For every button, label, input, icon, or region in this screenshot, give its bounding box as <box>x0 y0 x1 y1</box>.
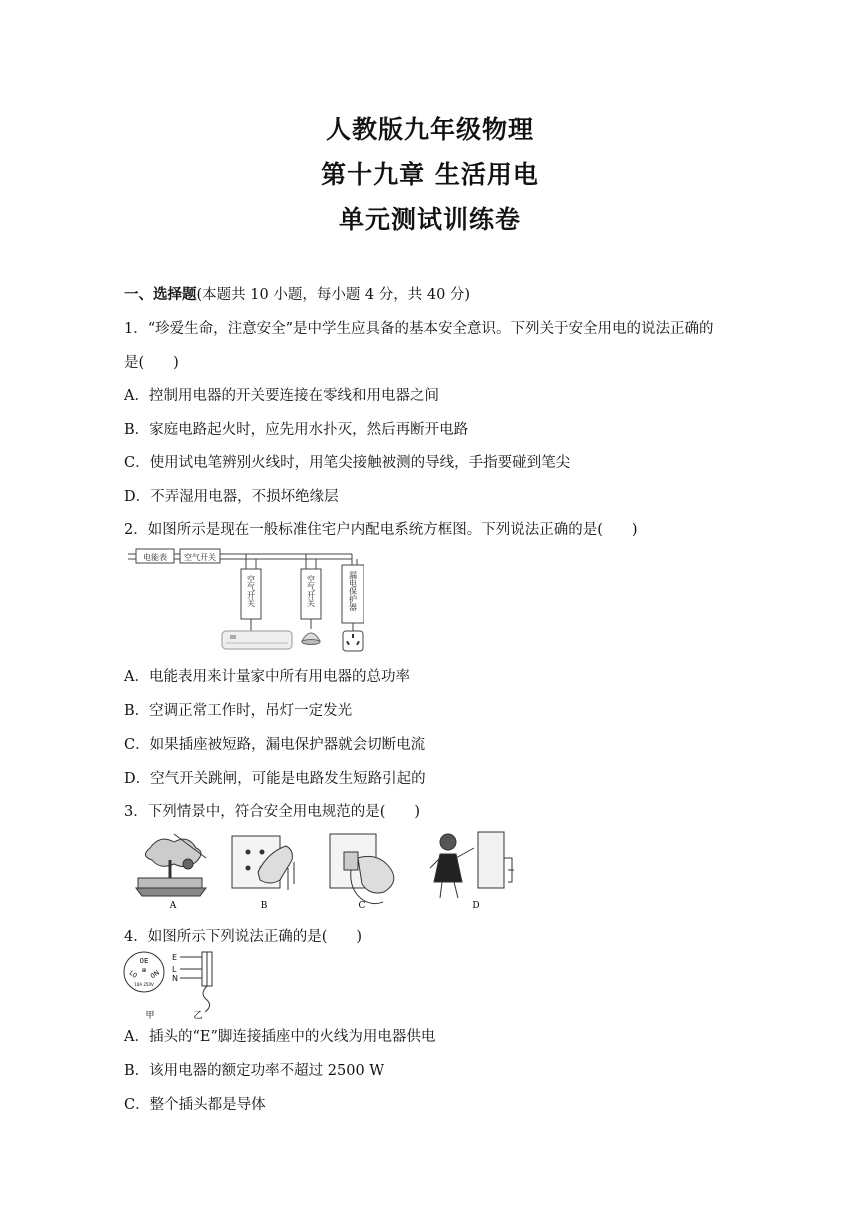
q2-option-d: D．空气开关跳闸，可能是电路发生短路引起的 <box>124 771 426 787</box>
scene-c-plug-pull-icon <box>330 834 394 904</box>
plug-pin-l: L <box>172 965 177 974</box>
q3-stem: 3．下列情景中，符合安全用电规范的是( ) <box>124 804 421 820</box>
q4-option-b: B．该用电器的额定功率不超过 2500 W <box>124 1063 385 1079</box>
q1-stem-line2: 是( ) <box>124 355 179 371</box>
q2-option-a: A．电能表用来计量家中所有用电器的总功率 <box>124 669 410 685</box>
socket-e-label: 0E <box>139 957 149 965</box>
scene-a-tree-icon <box>136 834 206 896</box>
section-heading <box>124 283 470 304</box>
q4-option-c: C．整个插头都是导体 <box>124 1097 266 1113</box>
q1-option-b: B．家庭电路起火时，应先用水扑灭，然后再断开电路 <box>124 422 469 438</box>
figure-yi-label: 乙 <box>193 1011 203 1020</box>
q2-distribution-diagram <box>124 545 364 655</box>
scene-d-child-icon <box>430 832 514 898</box>
q1-option-a: A．控制用电器的开关要连接在零线和用电器之间 <box>124 388 439 404</box>
socket-rating: 10A 250V <box>134 982 154 987</box>
q1-option-c: C．使用试电笔辨别火线时，用笔尖接触被测的导线，手指要碰到笔尖 <box>124 455 571 471</box>
socket-n-label: 0N <box>148 968 161 981</box>
air-conditioner-icon <box>222 631 292 649</box>
three-pin-socket-icon <box>124 952 164 992</box>
section-heading-note: (本题共 10 小题，每小题 4 分，共 40 分) <box>196 287 471 303</box>
q1-option-d: D．不弄湿用电器，不损坏绝缘层 <box>124 489 339 505</box>
wall-socket-icon <box>343 631 363 651</box>
q2-stem: 2．如图所示是现在一般标准住宅户内配电系统方框图。下列说法正确的是( ) <box>124 522 638 538</box>
q2-meter-label: 电能表 <box>143 553 167 562</box>
q1-stem-line1: 1．“珍爱生命，注意安全”是中学生应具备的基本安全意识。下列关于安全用电的说法正确的 <box>124 321 714 337</box>
q2-option-b: B．空调正常工作时，吊灯一定发光 <box>124 703 353 719</box>
socket-l-label: L0 <box>127 968 139 980</box>
q3-label-c: C <box>358 901 366 911</box>
three-pin-plug-icon <box>172 952 212 1012</box>
q4-option-a: A．插头的“E”脚连接插座中的火线为用电器供电 <box>124 1029 436 1045</box>
q3-scenes-figure <box>130 828 520 912</box>
q3-label-a: A <box>169 901 177 911</box>
q2-branch1-label: 空气开关 <box>246 575 256 607</box>
q3-label-b: B <box>260 901 268 911</box>
figure-jia-label: 甲 <box>145 1011 155 1020</box>
pendant-lamp-icon <box>302 633 320 645</box>
q2-main-switch-label: 空气开关 <box>184 553 216 562</box>
plug-pin-n: N <box>172 974 178 983</box>
page-title: 人教版九年级物理 <box>325 115 534 144</box>
chapter-title: 第十九章 生活用电 <box>321 160 539 189</box>
svg-text:⊕: ⊕ <box>141 967 147 974</box>
q2-branch2-label: 空气开关 <box>306 575 316 607</box>
test-title: 单元测试训练卷 <box>338 205 521 234</box>
q4-socket-plug-figure <box>122 950 232 1020</box>
q4-stem: 4．如图所示下列说法正确的是( ) <box>124 929 363 945</box>
section-heading-bold: 一、选择题 <box>124 286 197 303</box>
q2-branch3-label: 漏电保护器 <box>348 571 358 611</box>
scene-b-socket-hand-icon <box>232 836 294 890</box>
q2-option-c: C．如果插座被短路，漏电保护器就会切断电流 <box>124 737 426 753</box>
plug-pin-e: E <box>172 953 178 962</box>
q3-label-d: D <box>472 901 480 911</box>
